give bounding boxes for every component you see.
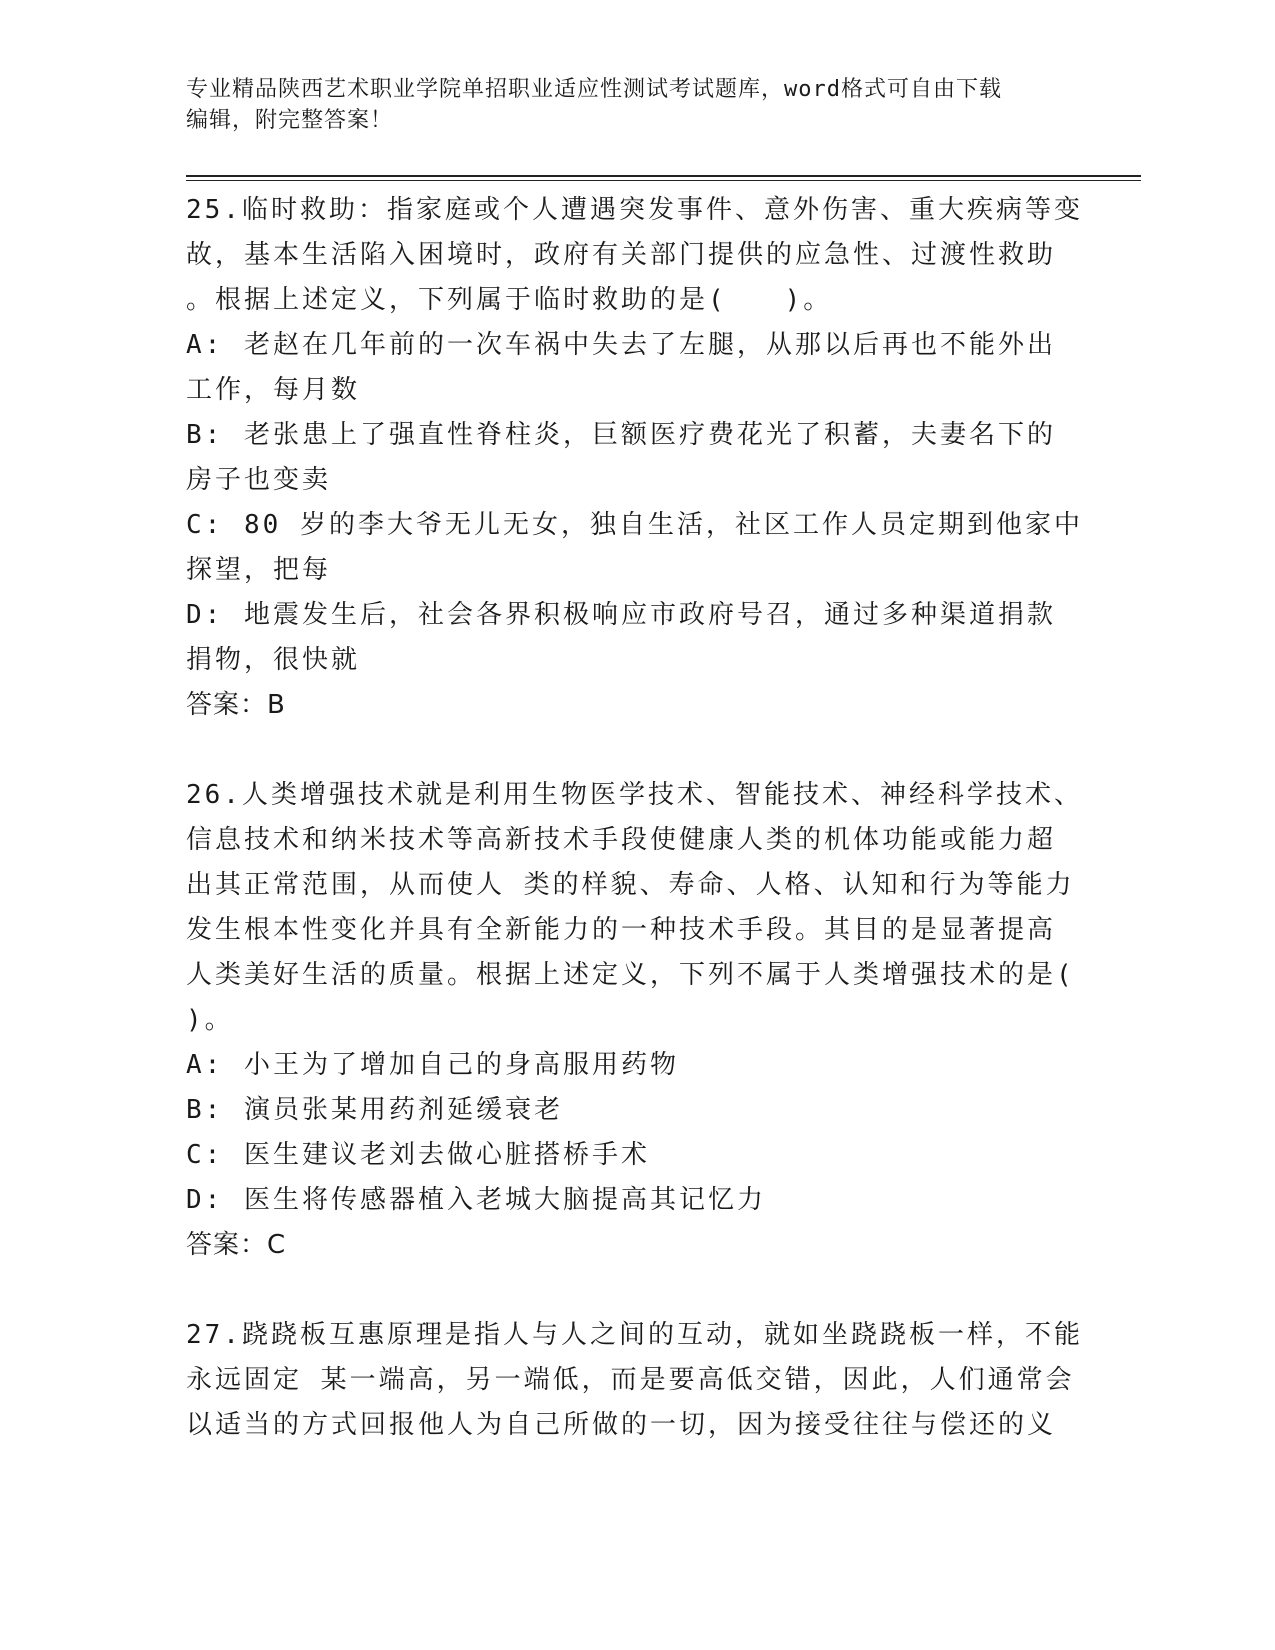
option-text: 老张患上了强直性脊柱炎，巨额医疗费花光了积蓄，夫妻名下的: [244, 420, 1057, 450]
question-25-option-b: [186, 413, 1086, 458]
question-26-option-b: [186, 1088, 1086, 1133]
question-25: [186, 188, 1086, 728]
header-rule-thick: [186, 175, 1141, 177]
page-header: [186, 74, 1066, 136]
option-key: D:: [186, 600, 224, 630]
option-text: 地震发生后，社会各界积极响应市政府号召，通过多种渠道捐款: [244, 600, 1057, 630]
option-key: C:: [186, 1140, 224, 1170]
question-26-option-d: [186, 1178, 1086, 1223]
option-key: A:: [186, 1050, 224, 1080]
question-26-stem-line-1: 26.人类增强技术就是利用生物医学技术、智能技术、神经科学技术、: [186, 780, 1083, 810]
option-text: 医生将传感器植入老城大脑提高其记忆力: [244, 1185, 767, 1215]
question-25-option-d-line-2: 捐物，很快就: [186, 645, 361, 675]
question-26-option-c: [186, 1133, 1086, 1178]
question-25-stem-line-3: 。根据上述定义，下列属于临时救助的是( )。: [186, 285, 833, 315]
option-text: 80 岁的李大爷无儿无女，独自生活，社区工作人员定期到他家中: [244, 510, 1083, 540]
option-key: B:: [186, 420, 224, 450]
question-26-stem-line-5: 人类美好生活的质量。根据上述定义，下列不属于人类增强技术的是(: [186, 960, 1075, 990]
option-text: 小王为了增加自己的身高服用药物: [244, 1050, 680, 1080]
option-key: D:: [186, 1185, 224, 1215]
question-25-option-d: [186, 593, 1086, 638]
question-25-stem-line-1: 25.临时救助：指家庭或个人遭遇突发事件、意外伤害、重大疾病等变: [186, 195, 1083, 225]
option-text: 老赵在几年前的一次车祸中失去了左腿，从那以后再也不能外出: [244, 330, 1057, 360]
question-25-option-a-line-2: 工作，每月数: [186, 375, 361, 405]
question-content: [186, 188, 1086, 1448]
option-key: A:: [186, 330, 224, 360]
question-27-stem-line-2: 永远固定 某一端高，另一端低，而是要高低交错，因此，人们通常会: [186, 1365, 1075, 1395]
question-26-stem-line-3: 出其正常范围，从而使人 类的样貌、寿命、人格、认知和行为等能力: [186, 870, 1075, 900]
option-key: B:: [186, 1095, 224, 1125]
question-26-stem-line-4: 发生根本性变化并具有全新能力的一种技术手段。其目的是显著提高: [186, 915, 1057, 945]
question-25-answer: 答案：B: [186, 690, 286, 720]
header-line-1: 专业精品陕西艺术职业学院单招职业适应性测试考试题库，word格式可自由下载: [186, 77, 1002, 102]
spacer: [186, 728, 1086, 773]
question-25-option-a: [186, 323, 1086, 368]
question-25-option-c-line-2: 探望，把每: [186, 555, 332, 585]
header-line-2: 编辑，附完整答案！: [186, 108, 394, 133]
question-25-option-c: [186, 503, 1086, 548]
question-26-answer: 答案：C: [186, 1230, 287, 1260]
option-text: 医生建议老刘去做心脏搭桥手术: [244, 1140, 651, 1170]
question-26: [186, 773, 1086, 1268]
question-26-stem-line-2: 信息技术和纳米技术等高新技术手段使健康人类的机体功能或能力超: [186, 825, 1057, 855]
question-27: [186, 1313, 1086, 1448]
question-26-option-a: [186, 1043, 1086, 1088]
header-rule-thin: [186, 180, 1141, 181]
spacer: [186, 1268, 1086, 1313]
question-26-stem-line-6: )。: [186, 1005, 234, 1035]
question-27-stem-line-3: 以适当的方式回报他人为自己所做的一切，因为接受往往与偿还的义: [186, 1410, 1057, 1440]
question-25-stem-line-2: 故，基本生活陷入困境时，政府有关部门提供的应急性、过渡性救助: [186, 240, 1057, 270]
question-27-stem-line-1: 27.跷跷板互惠原理是指人与人之间的互动，就如坐跷跷板一样，不能: [186, 1320, 1083, 1350]
question-25-option-b-line-2: 房子也变卖: [186, 465, 332, 495]
option-key: C:: [186, 510, 224, 540]
option-text: 演员张某用药剂延缓衰老: [244, 1095, 564, 1125]
